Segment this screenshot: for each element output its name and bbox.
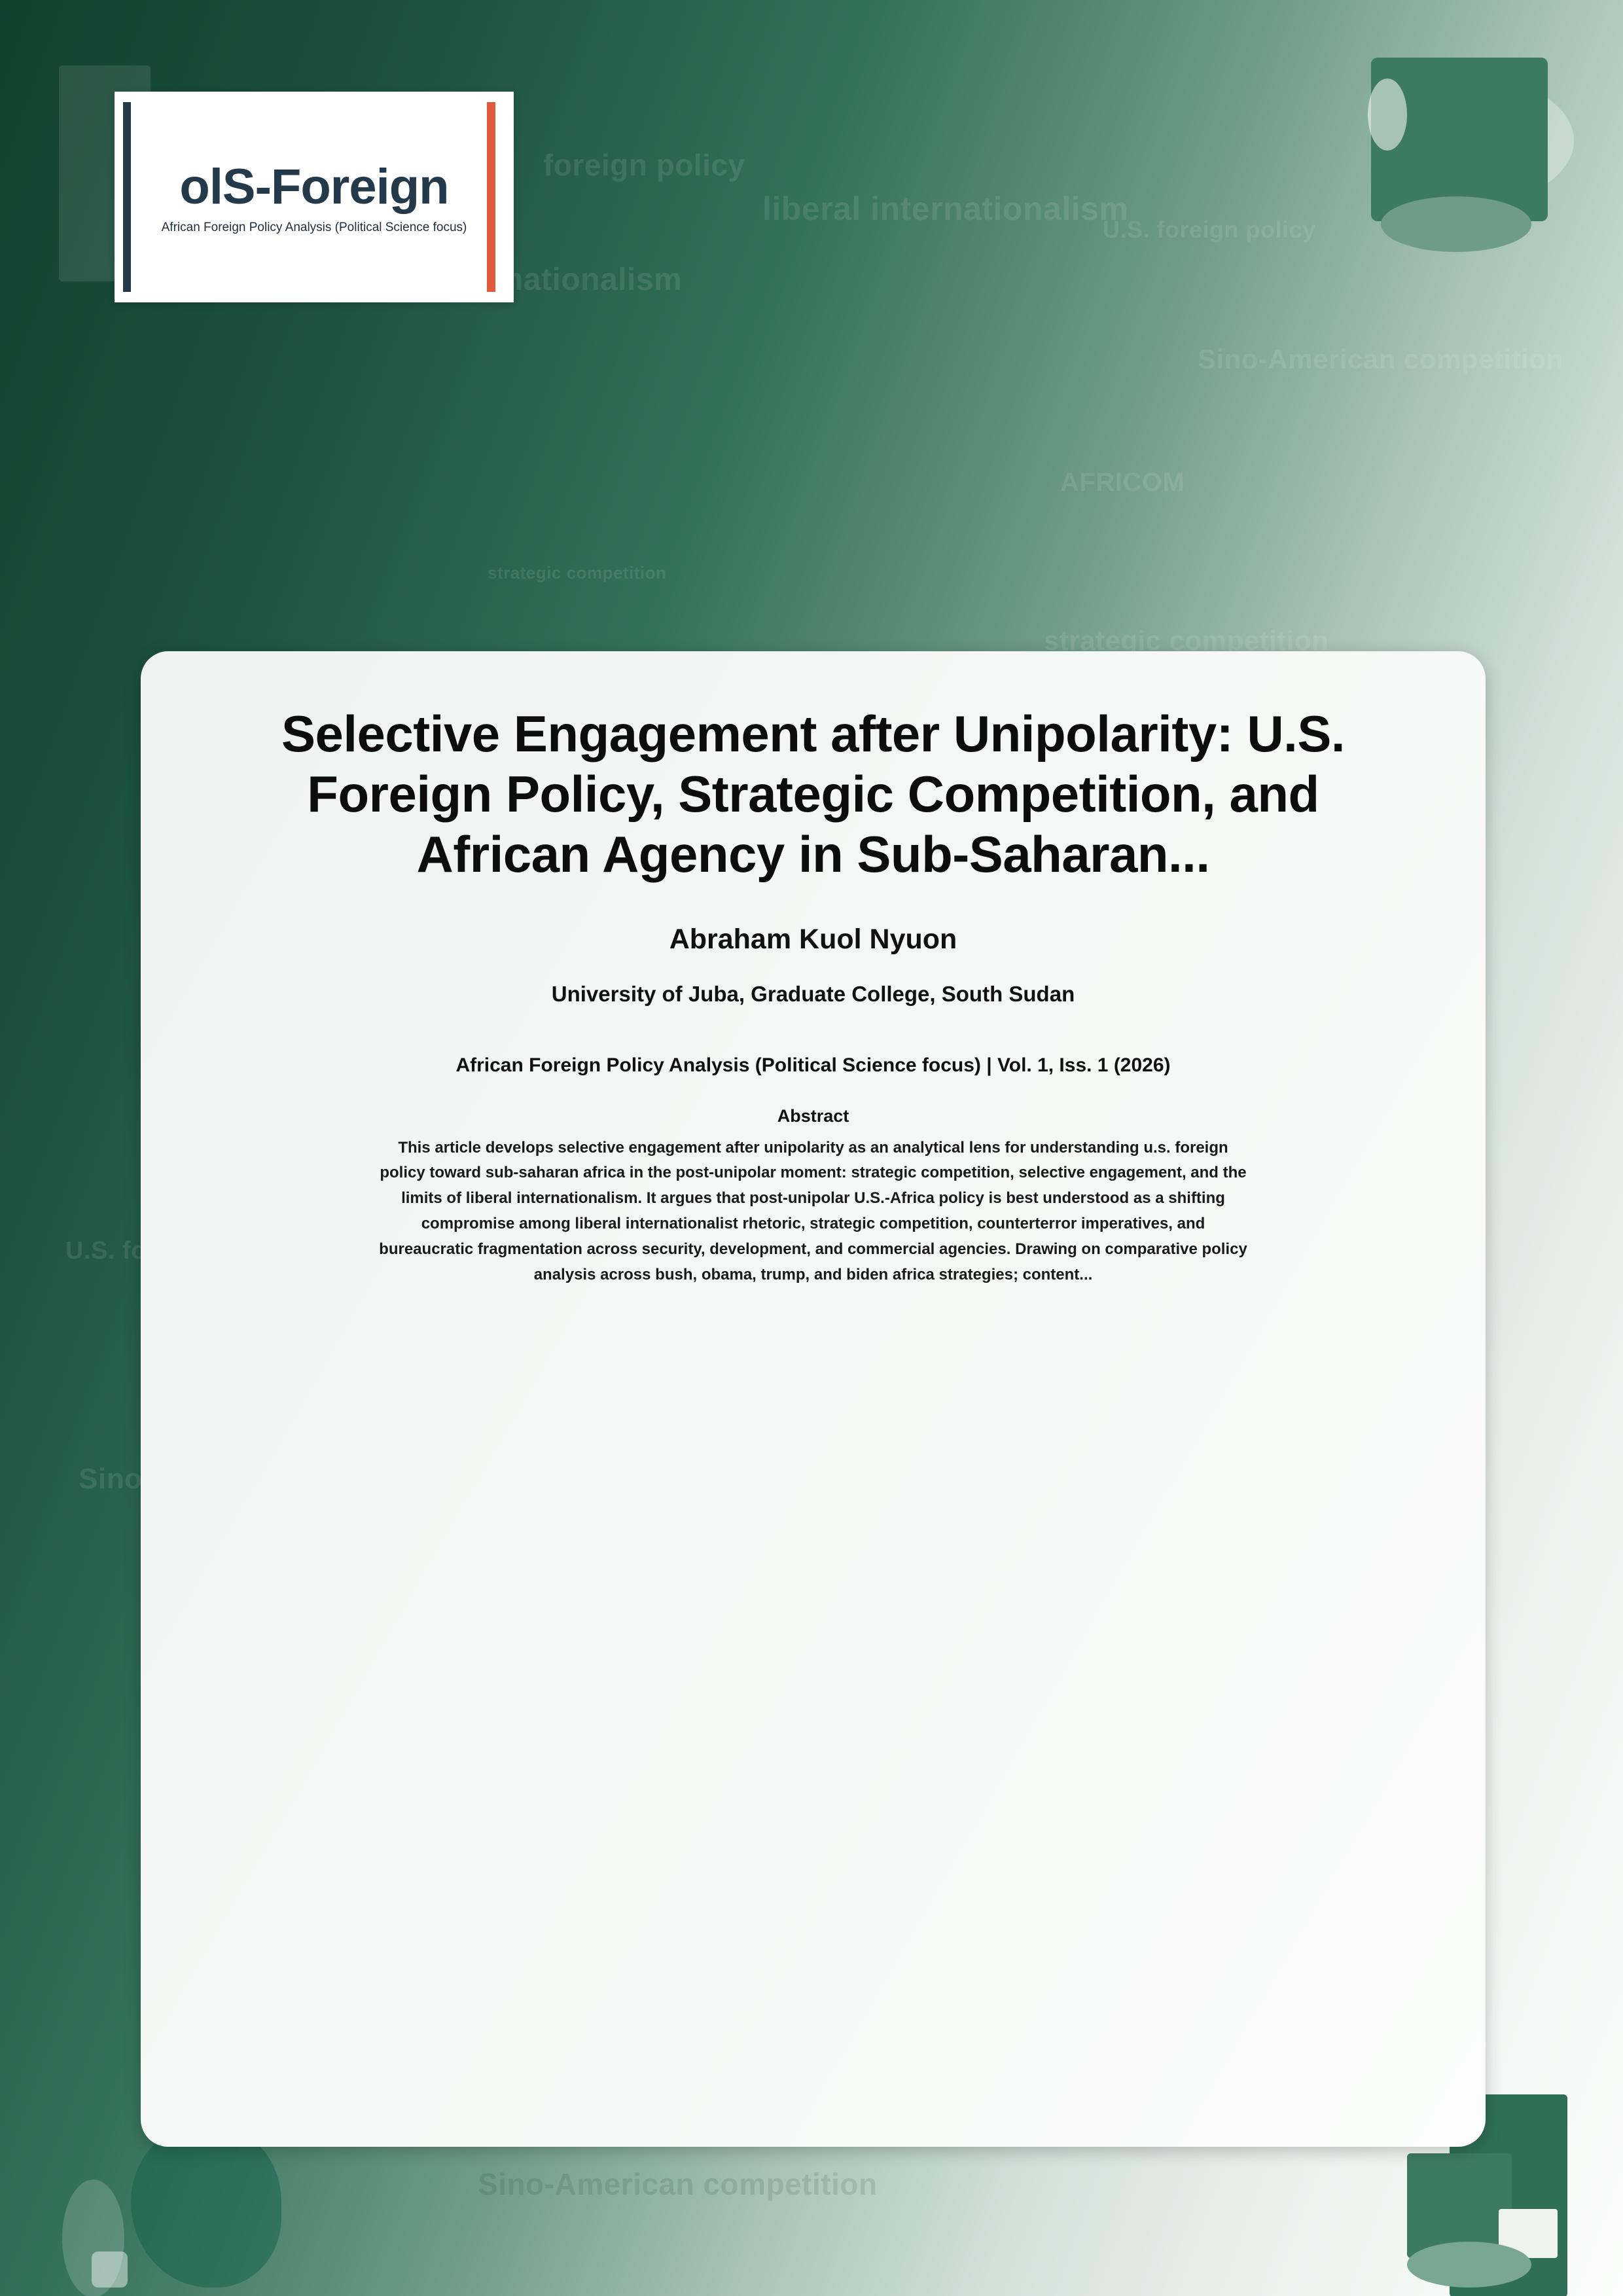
author-affiliation: University of Juba, Graduate College, South Sudan: [551, 982, 1075, 1007]
keyword: Sino-American competition: [478, 2167, 878, 2201]
keyword: strategic competition: [1044, 625, 1329, 656]
decorative-shape-bottom-right-oval: [1407, 2242, 1531, 2287]
paper-card: [141, 651, 1486, 2147]
abstract-heading: Abstract: [777, 1105, 849, 1126]
keyword: nationalism: [504, 262, 683, 297]
author-name: Abraham Kuol Nyuon: [669, 924, 957, 956]
decorative-shape-top-right-oval: [1368, 79, 1407, 151]
logo-subtitle: African Foreign Policy Analysis (Political Science focus): [161, 220, 467, 234]
keyword: U.S.: [65, 1237, 115, 1265]
keyword: AFRICOM: [1060, 468, 1185, 497]
abstract-text: This article develops selective engagement after unipolarity as an analytical lens for understanding u.s. foreign policy toward sub-saharan africa in the post-unipolar moment: strategic competition, selective engagement, and the limits of liberal internationalism. It argues that post-unipolar U.S.-Africa policy is best understood as a shifting compromise among liberal internationalist rhetoric, strategic competition, counterterror imperatives, and bureaucratic fragmentation across security, development, and commercial agencies. Drawing on comparative policy analysis across bush, obama, trump, and biden africa strategies; content...: [379, 1138, 1247, 1283]
decorative-shape-top-right-lower-oval: [1381, 196, 1531, 252]
decorative-shape-bottom-left-oval: [62, 2179, 124, 2296]
logo-bar-navy: [123, 102, 131, 292]
keyword: liberal internationalism: [762, 190, 1129, 227]
journal-citation: African Foreign Policy Analysis (Political Science focus) | Vol. 1, Iss. 1 (2026): [455, 1054, 1171, 1077]
decorative-shape-bottom-right-accent: [1407, 2153, 1512, 2258]
keyword: strategic competition: [488, 563, 667, 583]
keyword: Sino-American competition: [1198, 344, 1563, 374]
decorative-shape-bottom-left-blob: [131, 2124, 281, 2287]
journal-logo: [115, 92, 514, 302]
logo-wordmark: olS-Foreign: [179, 158, 449, 215]
page-title: Selective Engagement after Unipolarity: U.S. Foreign Policy, Strategic Competition, and African Agency in Sub-Saharan...: [281, 705, 1346, 884]
logo-bar-accent: [487, 102, 495, 292]
decorative-shape-bottom-left-dot: [92, 2251, 128, 2287]
keyword: foreign policy: [543, 148, 745, 182]
decorative-shape-top-right-circle: [1378, 79, 1574, 203]
decorative-shape-bottom-right-tile: [1499, 2209, 1558, 2258]
keyword: U.S. foreign policy: [1103, 216, 1316, 243]
decorative-shape-top-right-square: [1371, 58, 1548, 221]
